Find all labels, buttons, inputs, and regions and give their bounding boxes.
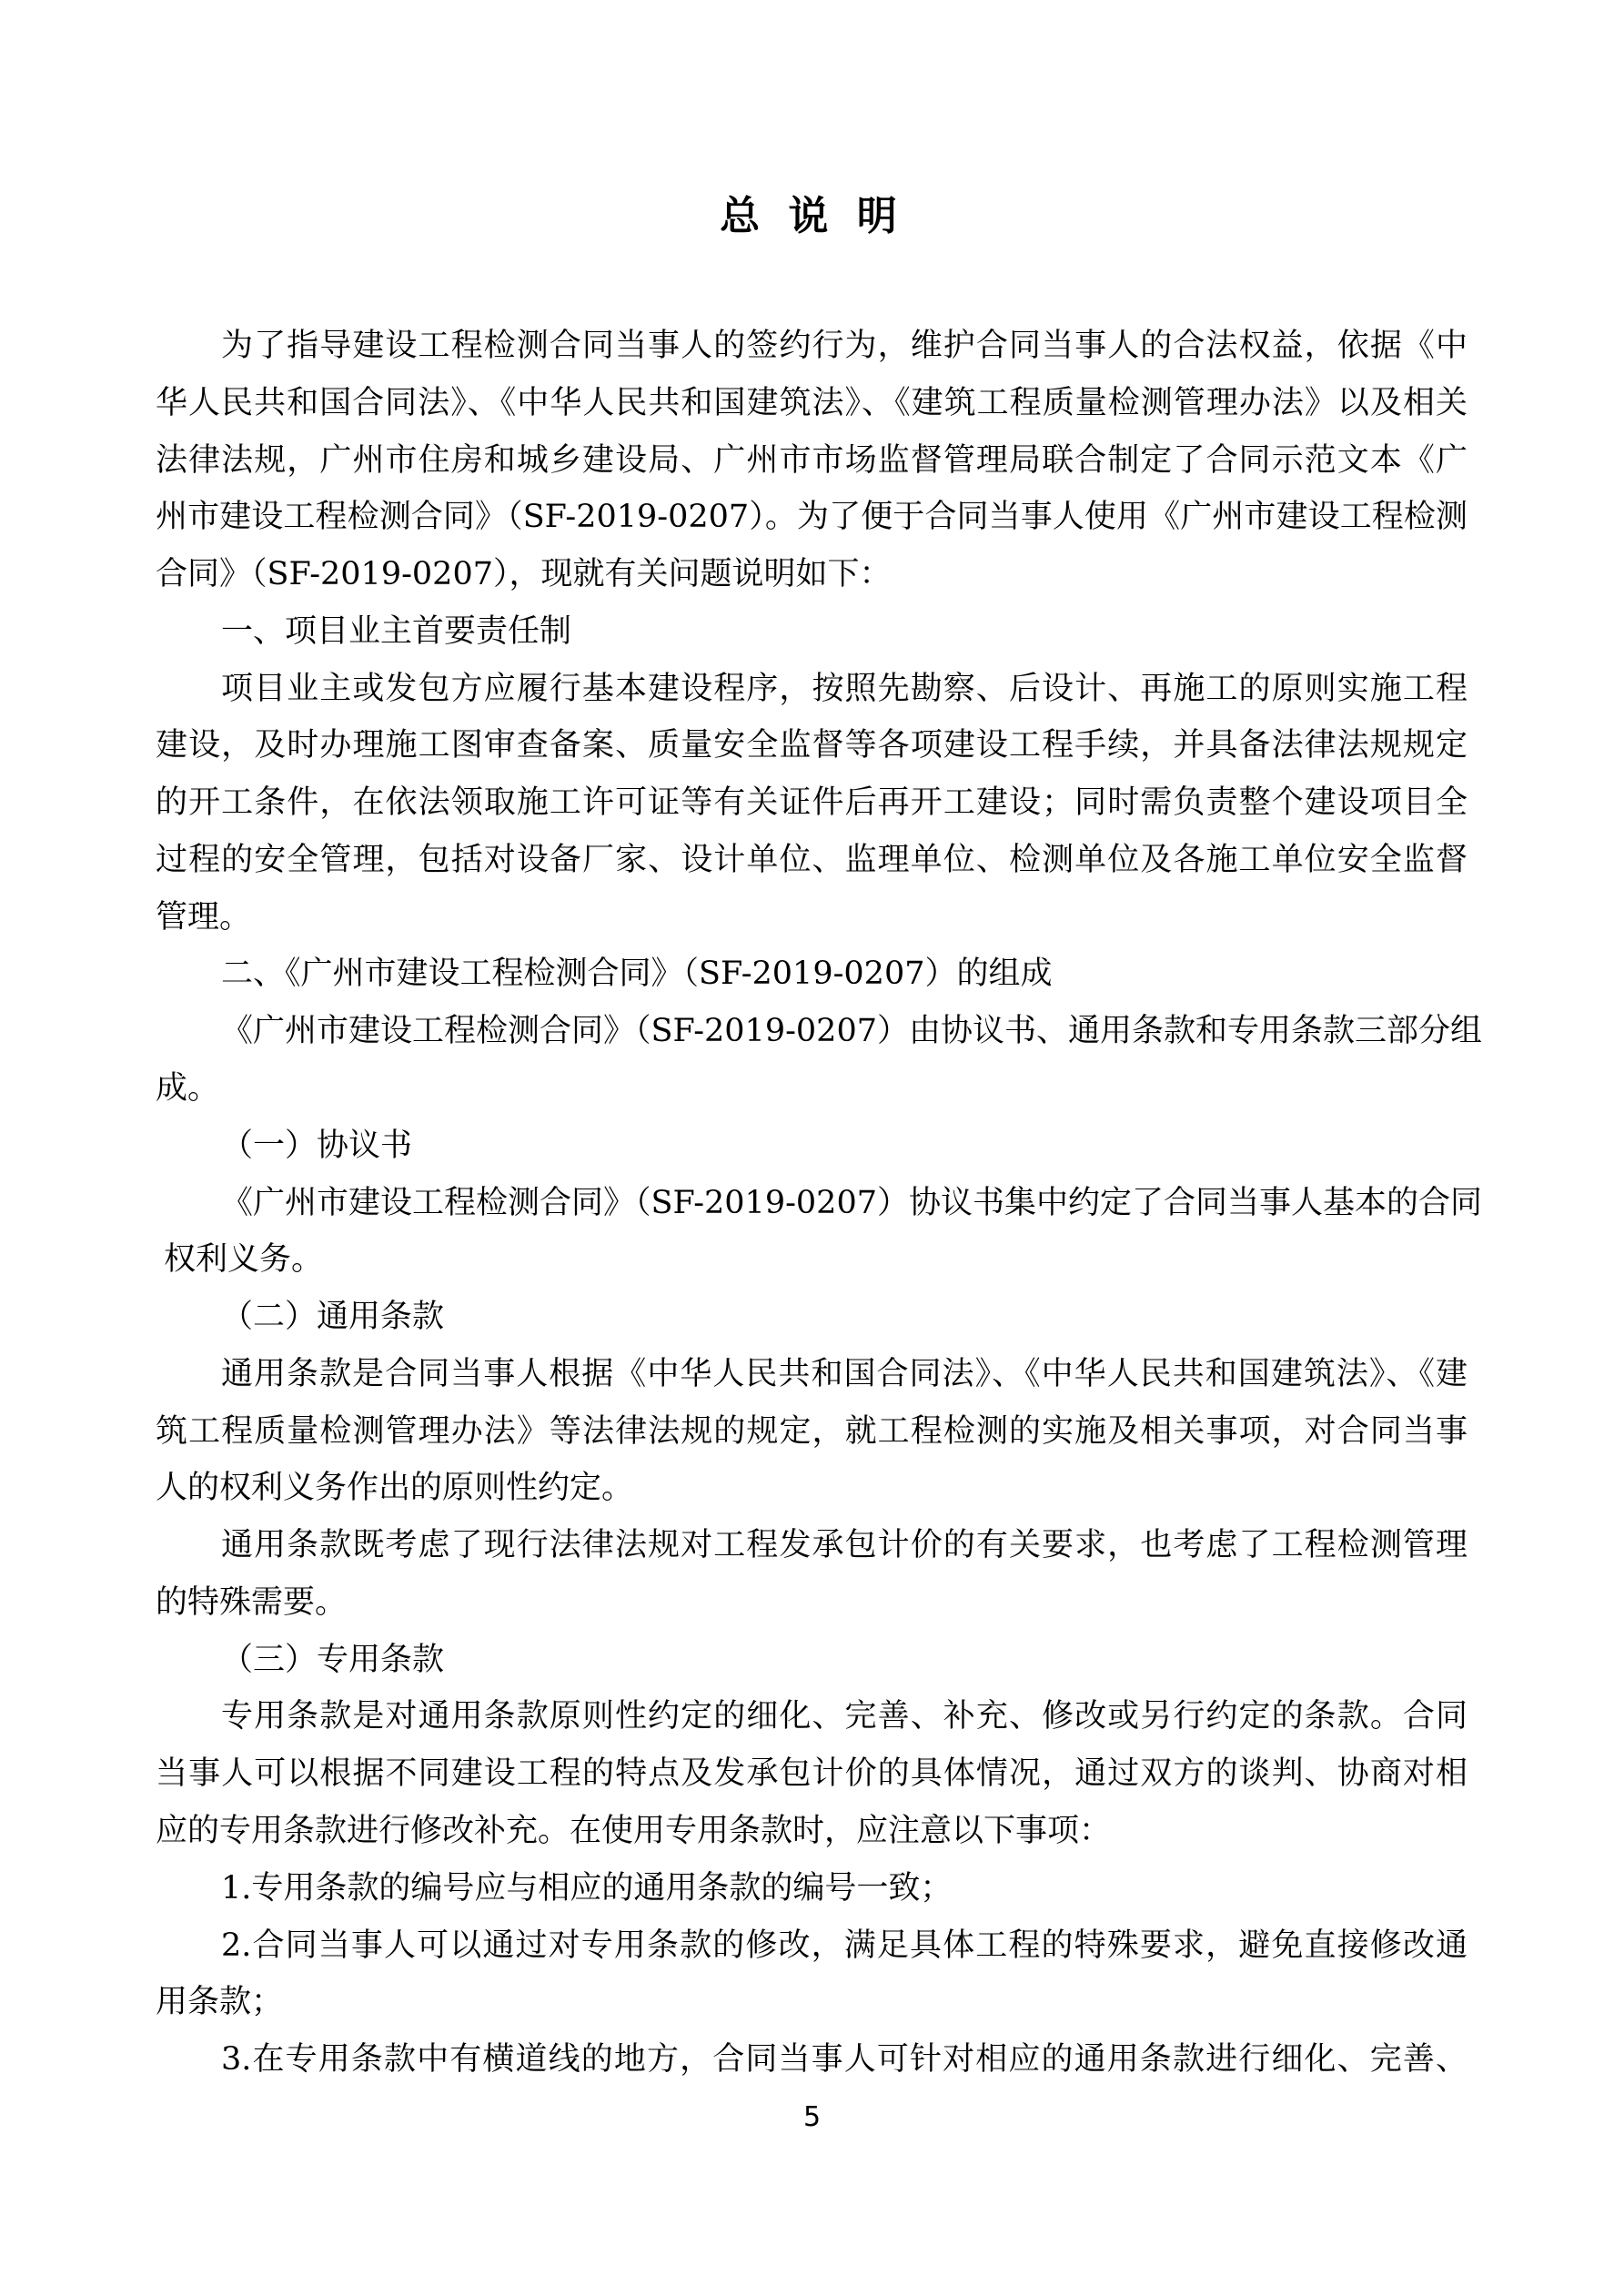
body-text-line: 过程的安全管理，包括对设备厂家、设计单位、监理单位、检测单位及各施工单位安全监督 <box>156 841 1468 878</box>
body-text-line: 通用条款是合同当事人根据《中华人民共和国合同法》、《中华人民共和国建筑法》、《建 <box>221 1355 1468 1392</box>
document-title: 总 说 明 <box>720 193 904 239</box>
body-text-line: （二）通用条款 <box>221 1299 445 1336</box>
body-text-line: 权利义务。 <box>164 1241 324 1279</box>
body-text-line: 法律法规，广州市住房和城乡建设局、广州市市场监督管理局联合制定了合同示范文本《广 <box>156 441 1468 479</box>
body-text-line: 为了指导建设工程检测合同当事人的签约行为，维护合同当事人的合法权益，依据《中 <box>221 328 1468 364</box>
body-text-line: 通用条款既考虑了现行法律法规对工程发承包计价的有关要求，也考虑了工程检测管理 <box>221 1527 1468 1564</box>
body-text-line: 二、《广州市建设工程检测合同》（SF-2019-0207）的组成 <box>221 956 1053 993</box>
body-text-line: 成。 <box>156 1070 220 1107</box>
body-text-line: 专用条款是对通用条款原则性约定的细化、完善、补充、修改或另行约定的条款。合同 <box>221 1698 1468 1735</box>
body-text-line: 3.在专用条款中有横道线的地方，合同当事人可针对相应的通用条款进行细化、完善、 <box>221 2041 1468 2079</box>
body-text-line: 《广州市建设工程检测合同》（SF-2019-0207）协议书集中约定了合同当事人基本的合同 <box>221 1184 1482 1221</box>
body-text-line: 2.合同当事人可以通过对专用条款的修改，满足具体工程的特殊要求，避免直接修改通 <box>221 1927 1468 1964</box>
body-text-line: 应的专用条款进行修改补充。在使用专用条款时，应注意以下事项： <box>156 1813 1112 1850</box>
body-text-line: （三）专用条款 <box>221 1641 445 1678</box>
body-text-line: 的开工条件，在依法领取施工许可证等有关证件后再开工建设；同时需负责整个建设项目全 <box>156 784 1468 822</box>
page-number: 5 <box>802 2101 822 2133</box>
body-text-line: 用条款； <box>156 1984 284 2021</box>
body-text-line: 的特殊需要。 <box>156 1583 348 1621</box>
body-text-line: 合同》（SF-2019-0207），现就有关问题说明如下： <box>156 556 892 593</box>
body-text-line: 1.专用条款的编号应与相应的通用条款的编号一致； <box>221 1869 953 1907</box>
body-text-line: 《广州市建设工程检测合同》（SF-2019-0207）由协议书、通用条款和专用条款三部分组 <box>221 1013 1482 1050</box>
body-text-line: 人的权利义务作出的原则性约定。 <box>156 1470 634 1507</box>
body-text-line: 建设，及时办理施工图审查备案、质量安全监督等各项建设工程手续，并具备法律法规规定 <box>156 727 1468 764</box>
body-text-line: 筑工程质量检测管理办法》等法律法规的规定，就工程检测的实施及相关事项，对合同当事 <box>156 1412 1468 1450</box>
body-text-line: 当事人可以根据不同建设工程的特点及发承包计价的具体情况，通过双方的谈判、协商对相 <box>156 1755 1468 1793</box>
body-text-line: （一）协议书 <box>221 1127 413 1164</box>
body-text-line: 管理。 <box>156 898 252 936</box>
body-text-line: 一、项目业主首要责任制 <box>221 612 572 650</box>
body-text-line: 州市建设工程检测合同》（SF-2019-0207）。为了便于合同当事人使用《广州市建设工程检测 <box>156 499 1468 536</box>
body-text-line: 项目业主或发包方应履行基本建设程序，按照先勘察、后设计、再施工的原则实施工程 <box>221 670 1468 707</box>
body-text-line: 华人民共和国合同法》、《中华人民共和国建筑法》、《建筑工程质量检测管理办法》以及相关 <box>156 384 1468 421</box>
